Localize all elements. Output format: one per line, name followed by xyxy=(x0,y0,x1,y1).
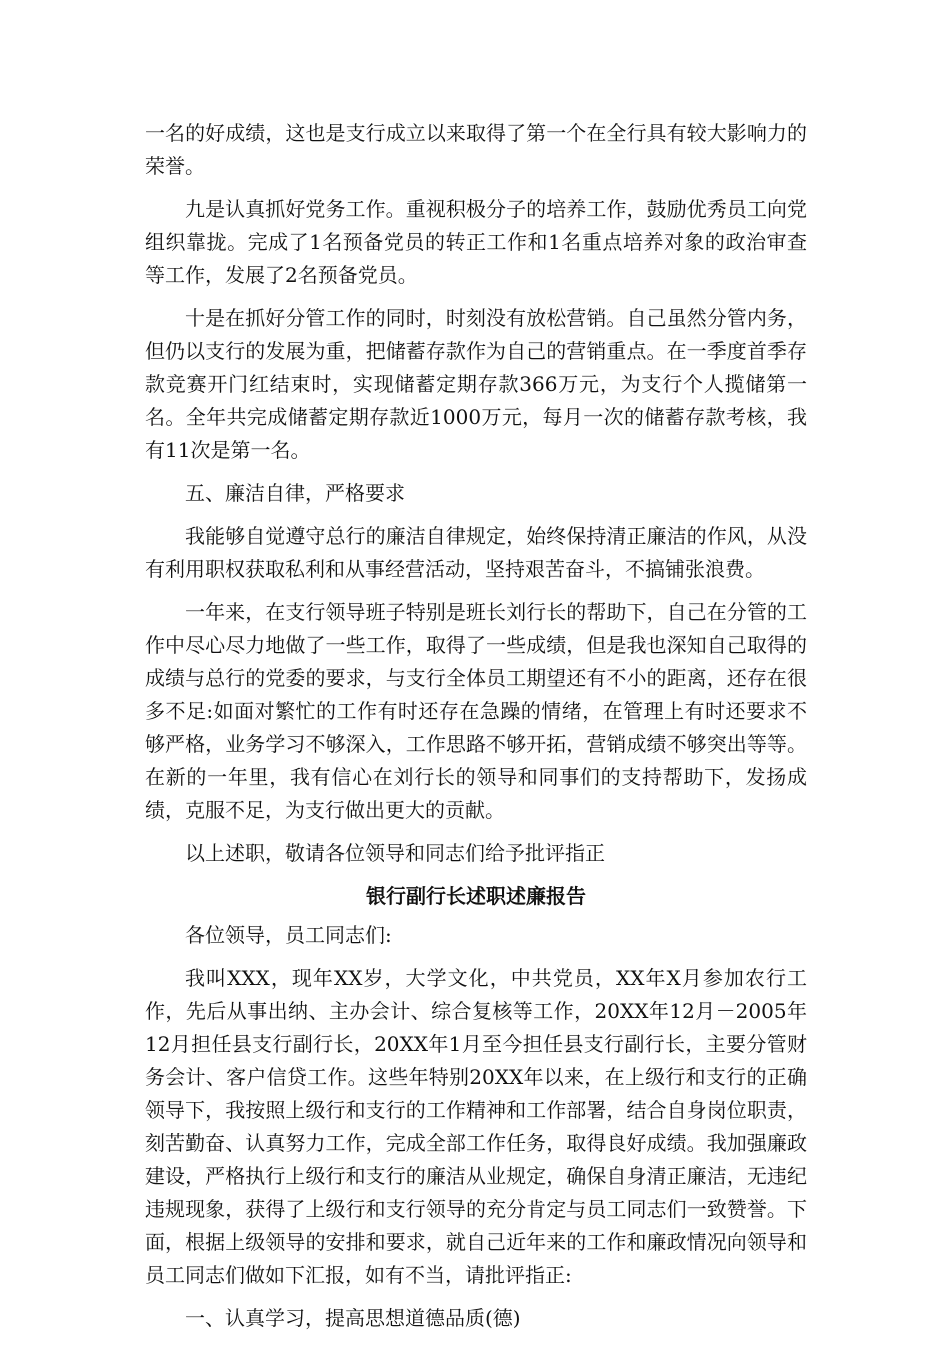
paragraph-introduction: 我叫XXX，现年XX岁，大学文化，中共党员，XX年X月参加农行工作，先后从事出纳、主办会计、综合复核等工作，20XX年12月－2005年12月担任县支行副行长，20XX年1月至今担任县支行副行长，主要分管财务会计、客户信贷工作。这些年特别20XX年以来，在上级行和支行的正确领导下，我按照上级行和支行的工作精神和工作部署，结合自身岗位职责，刻苦勤奋、认真努力工作，完成全部工作任务，取得良好成绩。我加强廉政建设，严格执行上级行和支行的廉洁从业规定，确保自身清正廉洁，无违纪违规现象，获得了上级行和支行领导的充分肯定与员工同志们一致赞誉。下面，根据上级领导的安排和要求，就自己近年来的工作和廉政情况向领导和员工同志们做如下汇报，如有不当，请批评指正: xyxy=(145,966,807,1287)
section-heading-integrity: 五、廉洁自律，严格要求 xyxy=(185,481,405,505)
report-title: 银行副行长述职述廉报告 xyxy=(366,884,586,908)
paragraph-marketing: 十是在抓好分管工作的同时，时刻没有放松营销。自己虽然分管内务，但仍以支行的发展为重，把储蓄存款作为自己的营销重点。在一季度首季存款竞赛开门红结束时，实现储蓄定期存款366万元，为支行个人揽储第一名。全年共完成储蓄定期存款近1000万元，每月一次的储蓄存款考核，我有11次是第一名。 xyxy=(145,306,807,462)
paragraph-summary: 一年来，在支行领导班子特别是班长刘行长的帮助下，自己在分管的工作中尽心尽力地做了一些工作，取得了一些成绩，但是我也深知自己取得的成绩与总行的党委的要求，与支行全体员工期望还有不小的距离，还存在很多不足:如面对繁忙的工作有时还存在急躁的情绪，在管理上有时还要求不够严格，业务学习不够深入，工作思路不够开拓，营销成绩不够突出等等。在新的一年里，我有信心在刘行长的领导和同事们的支持帮助下，发扬成绩，克服不足，为支行做出更大的贡献。 xyxy=(145,600,807,822)
section-heading-study: 一、认真学习，提高思想道德品质(德) xyxy=(185,1306,521,1330)
paragraph-continuation: 一名的好成绩，这也是支行成立以来取得了第一个在全行具有较大影响力的荣誉。 xyxy=(145,121,807,178)
paragraph-salutation: 各位领导，员工同志们: xyxy=(185,923,392,947)
paragraph-integrity: 我能够自觉遵守总行的廉洁自律规定，始终保持清正廉洁的作风，从没有利用职权获取私利和从事经营活动，坚持艰苦奋斗，不搞铺张浪费。 xyxy=(145,524,807,581)
paragraph-party-work: 九是认真抓好党务工作。重视积极分子的培养工作，鼓励优秀员工向党组织靠拢。完成了1名预备党员的转正工作和1名重点培养对象的政治审查等工作，发展了2名预备党员。 xyxy=(145,197,807,287)
document-body xyxy=(145,117,807,1345)
paragraph-closing: 以上述职，敬请各位领导和同志们给予批评指正 xyxy=(185,841,605,865)
